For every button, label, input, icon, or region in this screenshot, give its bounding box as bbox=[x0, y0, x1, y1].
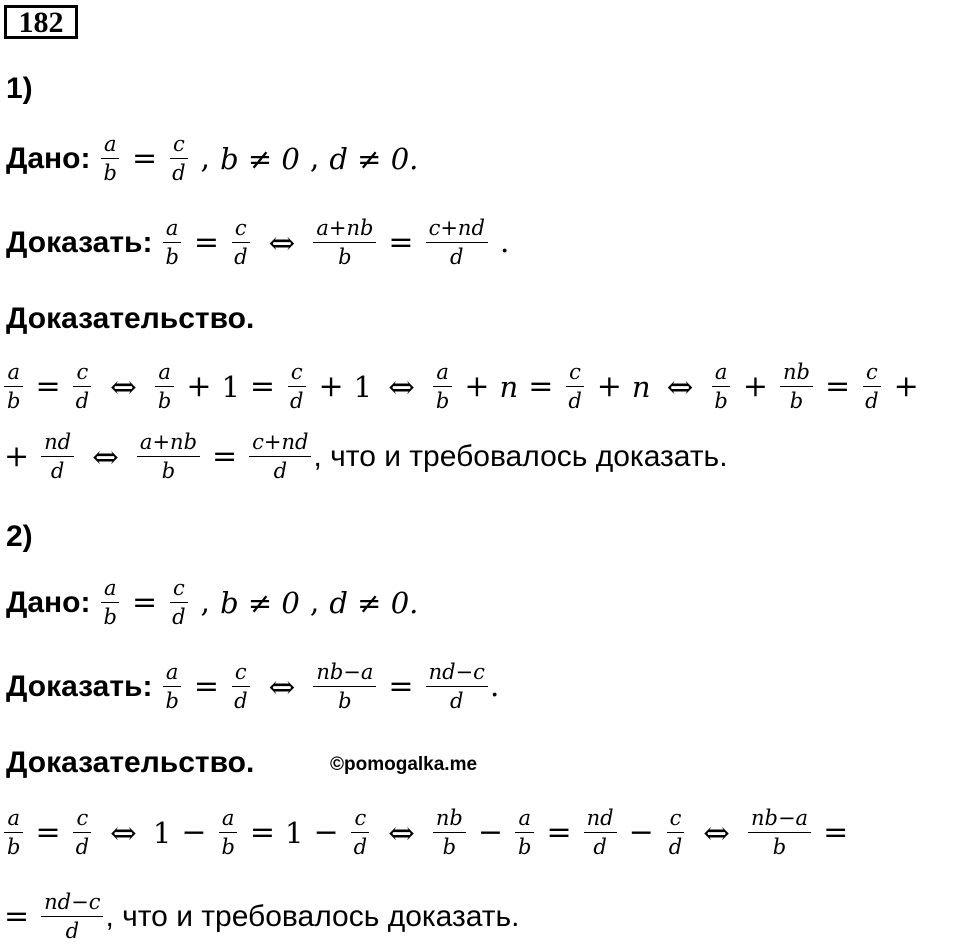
denominator: d bbox=[75, 835, 90, 859]
equivalence-symbol: ⇔ bbox=[388, 813, 415, 852]
numerator: nd−c bbox=[41, 890, 103, 917]
fraction bbox=[433, 806, 466, 859]
equivalence-symbol: ⇔ bbox=[268, 667, 296, 706]
math-operator: = bbox=[528, 369, 554, 404]
numerator: nb−a bbox=[748, 806, 811, 833]
math-operator: = bbox=[35, 369, 61, 404]
fraction bbox=[73, 360, 92, 413]
fraction bbox=[666, 806, 685, 859]
numerator: c bbox=[667, 806, 685, 833]
fraction bbox=[101, 576, 120, 629]
numerator: a bbox=[101, 576, 120, 603]
part-2-proof-line-1 bbox=[2, 806, 850, 859]
math-operator: = bbox=[4, 899, 30, 934]
part-2-proof-line-2 bbox=[2, 890, 520, 943]
fraction bbox=[4, 806, 23, 859]
fraction bbox=[41, 890, 103, 943]
denominator: b bbox=[772, 835, 787, 859]
math-term: 1 bbox=[353, 369, 373, 404]
math-operator: − bbox=[628, 815, 654, 850]
math-operator: + bbox=[742, 369, 769, 404]
fraction bbox=[711, 360, 730, 413]
numerator: c+nd bbox=[426, 216, 488, 243]
fraction bbox=[73, 806, 92, 859]
math-operator: = bbox=[249, 369, 276, 404]
denominator: b bbox=[103, 605, 117, 629]
numerator: a bbox=[101, 132, 120, 159]
fraction bbox=[162, 216, 181, 269]
numerator: c bbox=[351, 806, 369, 833]
numerator: nb−a bbox=[313, 660, 376, 687]
equivalence-symbol: ⇔ bbox=[268, 223, 296, 262]
math-operator: + bbox=[464, 369, 490, 404]
numerator: c bbox=[288, 360, 306, 387]
math-operator: = bbox=[388, 225, 414, 260]
denominator: b bbox=[518, 835, 532, 859]
math-operator: = bbox=[546, 815, 572, 850]
fraction bbox=[4, 360, 23, 413]
condition: b ≠ 0 bbox=[220, 141, 300, 176]
denominator: b bbox=[7, 389, 21, 413]
denominator: b bbox=[442, 835, 457, 859]
numerator: a bbox=[219, 806, 238, 833]
numerator: a bbox=[712, 360, 731, 387]
math-operator: + bbox=[893, 369, 919, 404]
denominator: d bbox=[234, 689, 248, 713]
numerator: c bbox=[170, 576, 188, 603]
denominator: d bbox=[353, 835, 368, 859]
prove-label: Доказать: bbox=[6, 225, 153, 259]
numerator: a bbox=[433, 360, 452, 387]
numerator: c bbox=[73, 806, 91, 833]
part-1-given bbox=[6, 132, 418, 185]
denominator: b bbox=[161, 459, 176, 483]
numerator: nd−c bbox=[426, 660, 488, 687]
equivalence-symbol: ⇔ bbox=[110, 813, 137, 852]
fraction bbox=[231, 660, 250, 713]
denominator: d bbox=[65, 919, 80, 943]
math-term: 1 bbox=[221, 369, 240, 404]
math-operator: = bbox=[824, 369, 851, 404]
fraction bbox=[287, 360, 306, 413]
denominator: b bbox=[435, 389, 450, 413]
conclusion-text: , что и требовалось доказать. bbox=[313, 439, 728, 473]
numerator: c bbox=[232, 660, 250, 687]
denominator: d bbox=[568, 389, 582, 413]
denominator: b bbox=[103, 161, 117, 185]
numerator: c bbox=[73, 360, 91, 387]
math-operator: = bbox=[131, 585, 158, 620]
numerator: c bbox=[170, 132, 188, 159]
fraction bbox=[584, 806, 617, 859]
equivalence-symbol: ⇔ bbox=[388, 367, 415, 406]
part-2-prove bbox=[6, 660, 501, 713]
denominator: b bbox=[714, 389, 728, 413]
math-operator: . bbox=[489, 669, 500, 704]
numerator: nb bbox=[780, 360, 813, 387]
math-term: d ≠ 0. bbox=[329, 585, 419, 620]
watermark: ©pomogalka.me bbox=[330, 754, 478, 775]
fraction bbox=[313, 660, 376, 713]
numerator: a bbox=[163, 216, 182, 243]
denominator: b bbox=[221, 835, 235, 859]
math-operator: + bbox=[596, 369, 622, 404]
fraction bbox=[426, 216, 488, 269]
fraction bbox=[41, 430, 74, 483]
fraction bbox=[862, 360, 881, 413]
math-term: 1 bbox=[152, 815, 172, 850]
numerator: a+nb bbox=[137, 430, 200, 457]
fraction bbox=[433, 360, 452, 413]
denominator: b bbox=[338, 245, 352, 269]
denominator: d bbox=[668, 835, 683, 859]
fraction bbox=[101, 132, 120, 185]
numerator: c bbox=[863, 360, 881, 387]
denominator: b bbox=[165, 245, 179, 269]
math-operator: , bbox=[200, 141, 211, 176]
denominator: b bbox=[338, 689, 352, 713]
equivalence-symbol: ⇔ bbox=[666, 367, 694, 406]
numerator: a bbox=[155, 360, 174, 387]
denominator: d bbox=[290, 389, 304, 413]
numerator: a bbox=[4, 360, 23, 387]
numerator: c+nd bbox=[249, 430, 311, 457]
condition: d ≠ 0. bbox=[329, 141, 419, 176]
fraction bbox=[162, 660, 181, 713]
denominator: d bbox=[172, 161, 186, 185]
math-operator: = bbox=[35, 815, 61, 850]
part-1-proof-line-2 bbox=[2, 430, 728, 483]
problem-number: 182 bbox=[4, 5, 78, 39]
math-operator: = bbox=[249, 815, 276, 850]
math-operator: + bbox=[318, 369, 344, 404]
fraction bbox=[748, 806, 811, 859]
fraction bbox=[155, 360, 174, 413]
given-label: Дано: bbox=[6, 585, 91, 619]
fraction bbox=[249, 430, 311, 483]
numerator: nd bbox=[41, 430, 74, 457]
denominator: b bbox=[7, 835, 21, 859]
denominator: d bbox=[450, 689, 464, 713]
numerator: a+nb bbox=[313, 216, 376, 243]
denominator: d bbox=[234, 245, 248, 269]
fraction bbox=[313, 216, 376, 269]
math-term: 1 bbox=[285, 815, 304, 850]
denominator: d bbox=[172, 605, 186, 629]
part-2-given bbox=[6, 576, 418, 629]
equivalence-symbol: ⇔ bbox=[703, 813, 730, 852]
math-operator: = bbox=[193, 225, 220, 260]
equivalence-symbol: ⇔ bbox=[110, 367, 137, 406]
denominator: d bbox=[75, 389, 90, 413]
math-term: b ≠ 0 bbox=[220, 585, 300, 620]
math-operator: − bbox=[313, 815, 339, 850]
math-operator: − bbox=[181, 815, 207, 850]
denominator: b bbox=[165, 689, 179, 713]
denominator: d bbox=[450, 245, 464, 269]
prove-label: Доказать: bbox=[6, 669, 153, 703]
fraction bbox=[218, 806, 237, 859]
part-2-proof-label: Доказательство. bbox=[6, 746, 255, 779]
fraction bbox=[351, 806, 370, 859]
math-operator: − bbox=[477, 815, 504, 850]
numerator: nb bbox=[433, 806, 466, 833]
denominator: b bbox=[789, 389, 804, 413]
math-term: n bbox=[631, 369, 651, 404]
math-operator: + bbox=[186, 369, 212, 404]
fraction bbox=[780, 360, 813, 413]
fraction bbox=[426, 660, 488, 713]
math-operator: . bbox=[499, 225, 510, 260]
part-1-proof-line-1 bbox=[2, 360, 921, 413]
fraction bbox=[565, 360, 584, 413]
numerator: a bbox=[163, 660, 182, 687]
denominator: d bbox=[593, 835, 607, 859]
math-operator: = bbox=[131, 141, 158, 176]
numerator: c bbox=[566, 360, 584, 387]
math-operator: = bbox=[212, 439, 238, 474]
numerator: c bbox=[232, 216, 250, 243]
numerator: a bbox=[4, 806, 23, 833]
numerator: nd bbox=[584, 806, 617, 833]
math-operator: = bbox=[823, 815, 849, 850]
math-operator: = bbox=[388, 669, 414, 704]
math-operator: , bbox=[200, 585, 211, 620]
fraction bbox=[137, 430, 200, 483]
part-1-proof-label: Доказательство. bbox=[6, 302, 255, 335]
denominator: d bbox=[865, 389, 879, 413]
fraction bbox=[169, 132, 188, 185]
equivalence-symbol: ⇔ bbox=[92, 437, 119, 476]
denominator: d bbox=[273, 459, 288, 483]
fraction bbox=[169, 576, 188, 629]
math-operator: = bbox=[193, 669, 220, 704]
numerator: a bbox=[515, 806, 534, 833]
conclusion-text: , что и требовалось доказать. bbox=[105, 899, 520, 933]
part-1-label: 1) bbox=[6, 72, 33, 105]
math-term: n bbox=[499, 369, 519, 404]
math-operator: + bbox=[4, 439, 30, 474]
fraction bbox=[515, 806, 534, 859]
fraction bbox=[231, 216, 250, 269]
math-operator: , bbox=[309, 585, 320, 620]
denominator: b bbox=[157, 389, 172, 413]
part-1-prove bbox=[6, 216, 511, 269]
part-2-label: 2) bbox=[6, 520, 33, 553]
math-operator: , bbox=[309, 141, 320, 176]
given-label: Дано: bbox=[6, 141, 91, 175]
denominator: d bbox=[50, 459, 65, 483]
